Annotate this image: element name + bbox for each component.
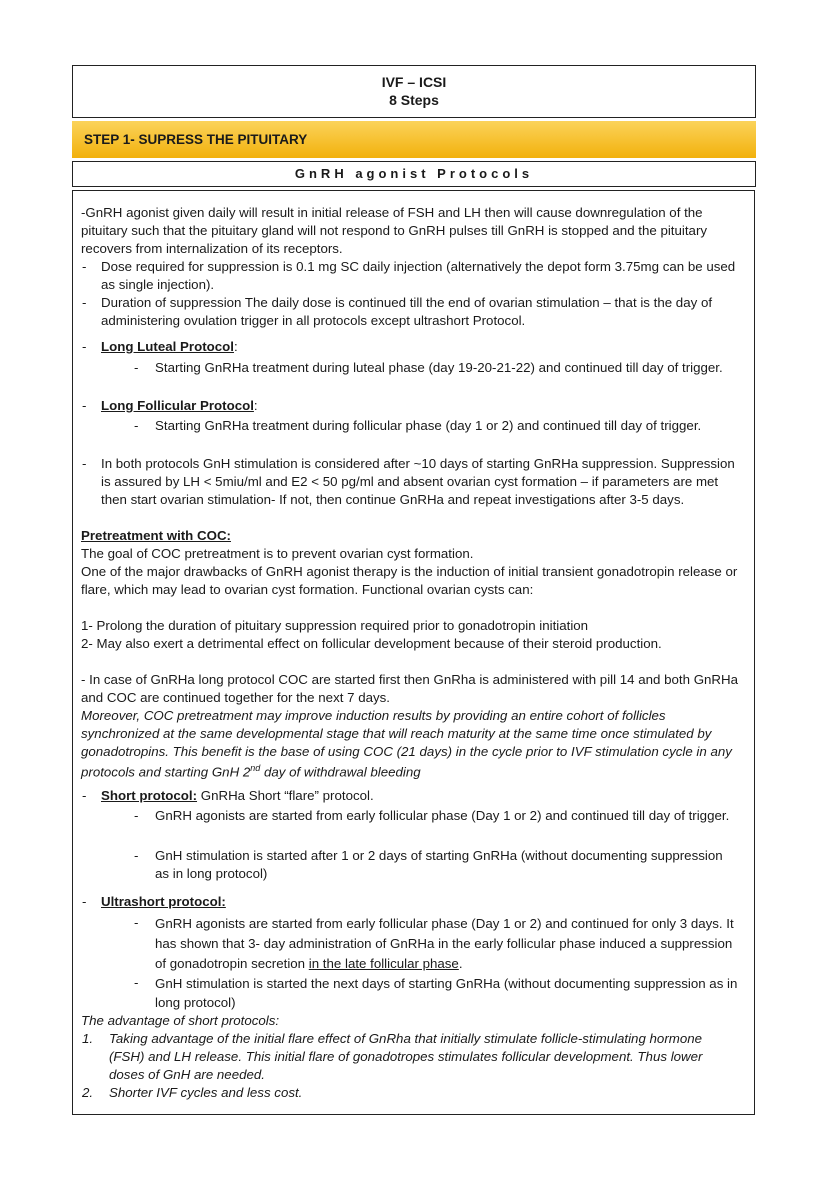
bullet-dash: -: [134, 848, 139, 863]
title-box: [72, 65, 756, 118]
both-protocols-text: In both protocols GnH stimulation is considered after ~10 days of starting GnRHa suppression. Suppression is assured by LH < 5miu/ml and E2 < 50 pg/ml and absent ovarian cyst formation – if parameters are met then start ovarian stimulation- If not, then continue GnRHa and repeat investigations after 3-5 days.: [101, 456, 735, 507]
long-luteal-label: Long Luteal Protocol: [101, 339, 234, 354]
bullet-dash: -: [134, 915, 139, 930]
coc-p6-end: day of withdrawal bleeding: [260, 764, 421, 780]
bullet-dash: -: [134, 418, 139, 433]
ultrashort-item-1: [155, 914, 740, 974]
ultrashort-heading: [101, 893, 226, 911]
coc-heading-text: Pretreatment with COC:: [81, 528, 231, 543]
coc-p6-text: Moreover, COC pretreatment may improve induction results by providing an entire cohort of follicles synchronized at the same developmental stage that will reach maturity at the same time once stimulated by gonadotropins. This benefit is the base of using COC (21 days) in the cycle prior to IVF stimulation cycle in any protocols and starting GnH 2: [81, 708, 732, 780]
coc-p6: [81, 707, 746, 782]
bullet-dash: -: [82, 259, 87, 274]
short-protocol-desc: GnRHa Short “flare” protocol.: [197, 788, 374, 803]
bullet-dash: -: [82, 295, 87, 310]
ultrashort-item-2: GnH stimulation is started the next days of starting GnRHa (without documenting suppression as in long protocol): [155, 976, 738, 1010]
coc-p3: 1- Prolong the duration of pituitary suppression required prior to gonadotropin initiation: [81, 618, 589, 633]
subtitle: GnRH agonist Protocols: [294, 166, 534, 181]
content-box: [72, 190, 755, 1115]
bullet-dash: -: [82, 894, 87, 909]
step-heading: STEP 1- SUPRESS THE PITUITARY: [72, 121, 756, 158]
ultrashort-label: Ultrashort protocol:: [101, 894, 226, 909]
bullet-dash: -: [134, 808, 139, 823]
bullet-dash: -: [82, 339, 87, 354]
coc-p1: The goal of COC pretreatment is to prevent ovarian cyst formation.: [81, 546, 474, 561]
long-follicular-heading: Long Follicular Protocol:: [101, 398, 258, 413]
short-item-2: GnH stimulation is started after 1 or 2 days of starting GnRHa (without documenting suppression as in long protocol): [155, 848, 723, 881]
long-luteal-heading: Long Luteal Protocol:: [101, 339, 238, 354]
coc-p2: One of the major drawbacks of GnRH agonist therapy is the induction of initial transient gonadotropin release or flare, which may lead to ovarian cyst formation. Functional ovarian cysts can:: [81, 564, 738, 597]
short-item-1: GnRH agonists are started from early follicular phase (Day 1 or 2) and continued till day of trigger.: [155, 808, 730, 823]
long-follicular-label: Long Follicular Protocol: [101, 398, 254, 413]
bullet-dash: -: [82, 398, 87, 413]
coc-p5: - In case of GnRHa long protocol COC are started first then GnRha is administered with pill 14 and both GnRHa and COC are continued together for the next 7 days.: [81, 672, 739, 705]
short-protocol-label: Short protocol:: [101, 788, 198, 803]
bullet-duration: Duration of suppression The daily dose is continued till the end of ovarian stimulation – that is the day of administering ovulation trigger in all protocols except ultrashort Protocol.: [101, 295, 713, 328]
subtitle-box: [72, 161, 756, 187]
advantage-item-2: Shorter IVF cycles and less cost.: [109, 1085, 303, 1100]
bullet-dash: -: [82, 456, 87, 471]
ultrashort-item-1-underlined: in the late follicular phase: [308, 956, 459, 971]
ultrashort-item-1-end: .: [458, 956, 463, 971]
long-follicular-item: Starting GnRHa treatment during follicular phase (day 1 or 2) and continued till day of trigger.: [155, 418, 702, 433]
intro-paragraph: -GnRH agonist given daily will result in initial release of FSH and LH then will cause downregulation of the pituitary such that the pituitary gland will not respond to GnRH pulses till GnRH is stopped and the pituitary recovers from internalization of its receptors.: [81, 205, 708, 256]
advantage-item-1: Taking advantage of the initial flare effect of GnRha that initially stimulate follicle-stimulating hormone (FSH) and LH release. This initial flare of gonadotropes stimulates follicular development. Thus lower doses of GnH are needed.: [109, 1031, 703, 1082]
bullet-dose: Dose required for suppression is 0.1 mg SC daily injection (alternatively the depot form 3.75mg can be used as single injection).: [101, 259, 736, 292]
coc-p4: 2- May also exert a detrimental effect on follicular development because of their steroid production.: [81, 636, 662, 651]
advantage-number: 2.: [82, 1085, 94, 1100]
bullet-dash: -: [134, 975, 139, 990]
title-line1: IVF – ICSI: [381, 74, 447, 90]
short-protocol-heading: [101, 787, 374, 805]
advantage-heading: The advantage of short protocols:: [81, 1013, 280, 1028]
coc-p6-sup: nd: [250, 763, 261, 774]
title-line2: 8 Steps: [389, 92, 439, 108]
long-luteal-item: Starting GnRHa treatment during luteal phase (day 19-20-21-22) and continued till day of trigger.: [155, 360, 723, 375]
bullet-dash: -: [82, 788, 87, 803]
ultrashort-item-1-text: GnRH agonists are started from early follicular phase (Day 1 or 2) and continued for only 3 days. It has shown that 3- day administration of GnRHa in the early follicular phase induced a suppression of gonadotropin secretion: [155, 916, 734, 971]
advantage-number: 1.: [82, 1031, 94, 1046]
coc-heading: [81, 527, 746, 545]
bullet-dash: -: [134, 360, 139, 375]
